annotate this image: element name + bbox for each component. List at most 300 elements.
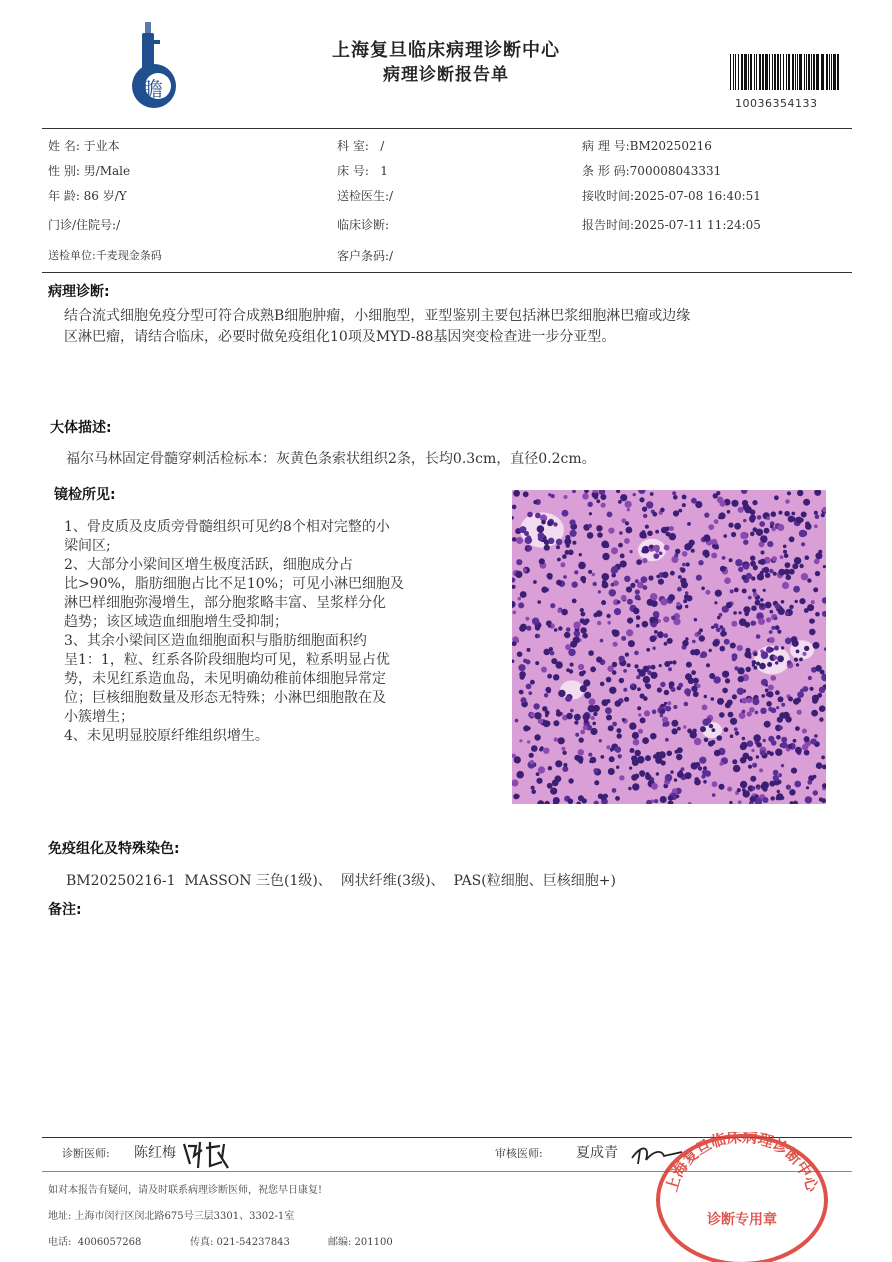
cell-nucleus (695, 501, 702, 508)
cell-nucleus (596, 525, 602, 531)
cell-nucleus (743, 563, 749, 569)
cell-nucleus (652, 512, 657, 517)
cell-nucleus (570, 641, 577, 648)
cell-nucleus (585, 618, 590, 623)
cell-nucleus (802, 744, 809, 751)
cell-nucleus (547, 783, 553, 789)
cell-nucleus (724, 639, 730, 645)
cell-nucleus (726, 602, 732, 608)
cell-nucleus (609, 589, 616, 596)
cell-nucleus (760, 708, 766, 714)
cell-nucleus (781, 600, 785, 604)
cell-nucleus (635, 589, 640, 594)
cell-nucleus (626, 629, 633, 636)
cell-nucleus (684, 688, 691, 695)
cell-nucleus (601, 503, 606, 508)
cell-nucleus (763, 589, 766, 592)
cell-nucleus (775, 661, 778, 664)
cell-nucleus (804, 646, 809, 651)
cell-nucleus (560, 562, 565, 567)
clinical-diagnosis: 临床诊断: (337, 218, 390, 232)
cell-nucleus (650, 492, 654, 496)
cell-nucleus (817, 693, 822, 698)
cell-nucleus (777, 780, 781, 784)
cell-nucleus (596, 499, 600, 503)
cell-nucleus (700, 726, 706, 732)
cell-nucleus (600, 755, 604, 759)
cell-nucleus (747, 740, 754, 747)
cell-nucleus (633, 739, 640, 746)
cell-nucleus (815, 571, 820, 576)
cell-nucleus (764, 721, 771, 728)
cell-nucleus (789, 605, 793, 609)
cell-nucleus (774, 646, 779, 651)
cell-nucleus (699, 757, 706, 764)
cell-nucleus (665, 774, 673, 782)
cell-nucleus (722, 556, 726, 560)
cell-nucleus (659, 751, 666, 758)
cell-nucleus (770, 610, 774, 614)
cell-nucleus (515, 571, 522, 578)
cell-nucleus (735, 731, 739, 735)
cell-nucleus (574, 570, 578, 574)
cell-nucleus (759, 521, 765, 527)
cell-nucleus (678, 575, 682, 579)
cell-nucleus (592, 722, 596, 726)
cell-nucleus (698, 766, 702, 770)
cell-nucleus (601, 600, 606, 605)
cell-nucleus (542, 706, 547, 711)
cell-nucleus (758, 618, 765, 625)
cell-nucleus (550, 788, 557, 795)
cell-nucleus (781, 737, 787, 743)
cell-nucleus (639, 770, 645, 776)
cell-nucleus (781, 646, 784, 649)
cell-nucleus (640, 717, 646, 723)
cell-nucleus (650, 672, 657, 679)
cell-nucleus (596, 610, 603, 617)
cell-nucleus (789, 789, 795, 795)
cell-nucleus (763, 797, 769, 803)
cell-nucleus (717, 497, 724, 504)
cell-nucleus (751, 576, 755, 580)
cell-nucleus (708, 524, 714, 530)
cell-nucleus (664, 690, 669, 695)
cell-nucleus (608, 528, 614, 534)
cell-nucleus (658, 619, 661, 622)
cell-nucleus (760, 750, 766, 756)
cell-nucleus (630, 550, 633, 553)
cell-nucleus (773, 775, 779, 781)
cell-nucleus (751, 749, 754, 752)
cell-nucleus (789, 536, 795, 542)
cell-nucleus (750, 532, 755, 537)
cell-nucleus (547, 520, 553, 526)
cell-nucleus (637, 706, 641, 710)
cell-nucleus (809, 629, 816, 636)
cell-nucleus (759, 768, 763, 772)
cell-nucleus (580, 608, 584, 612)
cell-nucleus (794, 658, 798, 662)
cell-nucleus (795, 747, 802, 754)
pathology-number: 病 理 号:BM20250216 (582, 139, 712, 153)
cell-nucleus (512, 779, 519, 786)
cell-nucleus (774, 495, 779, 500)
cell-nucleus (671, 616, 676, 621)
cell-nucleus (712, 793, 716, 797)
cell-nucleus (694, 618, 697, 621)
cell-nucleus (608, 768, 615, 775)
cell-nucleus (751, 786, 755, 790)
cell-nucleus (673, 510, 679, 516)
cell-nucleus (808, 676, 812, 680)
cell-nucleus (650, 593, 658, 601)
cell-nucleus (645, 683, 649, 687)
cell-nucleus (779, 726, 783, 730)
cell-nucleus (811, 738, 817, 744)
cell-nucleus (606, 614, 610, 618)
cell-nucleus (670, 770, 673, 773)
cell-nucleus (757, 515, 762, 520)
cell-nucleus (752, 589, 756, 593)
cell-nucleus (626, 586, 632, 592)
cell-nucleus (535, 513, 541, 519)
cell-nucleus (531, 786, 535, 790)
cell-nucleus (765, 689, 769, 693)
cell-nucleus (672, 660, 676, 664)
cell-nucleus (566, 668, 570, 672)
cell-nucleus (750, 556, 755, 561)
cell-nucleus (544, 693, 548, 697)
cell-nucleus (642, 534, 647, 539)
cell-nucleus (814, 559, 820, 565)
cell-nucleus (643, 676, 650, 683)
cell-nucleus (822, 765, 826, 770)
cell-nucleus (819, 717, 823, 721)
cell-nucleus (616, 766, 619, 769)
cell-nucleus (669, 533, 676, 540)
cell-nucleus (740, 743, 747, 750)
cell-nucleus (763, 567, 769, 573)
cell-nucleus (771, 740, 777, 746)
cell-nucleus (548, 766, 552, 770)
barcode-bar (792, 54, 794, 90)
cell-nucleus (741, 490, 747, 494)
cell-nucleus (783, 545, 787, 549)
cell-nucleus (627, 508, 630, 511)
cell-nucleus (802, 729, 807, 734)
cell-nucleus (624, 538, 630, 544)
cell-nucleus (561, 747, 565, 751)
cell-nucleus (582, 633, 588, 639)
cell-nucleus (742, 753, 749, 760)
cell-nucleus (678, 509, 682, 513)
cell-nucleus (578, 795, 584, 801)
cell-nucleus (588, 650, 594, 656)
cell-nucleus (693, 691, 699, 697)
cell-nucleus (793, 739, 797, 743)
ihc-text: BM20250216-1 MASSON 三色(1级)、 网状纤维(3级)、 PAS(粒细胞、巨核细胞+) (66, 873, 616, 889)
cell-nucleus (680, 568, 685, 573)
reviewing-doctor-name: 夏成青 (576, 1145, 618, 1161)
cell-nucleus (530, 712, 535, 717)
cell-nucleus (553, 720, 559, 726)
barcode-bar (765, 54, 768, 90)
cell-nucleus (687, 543, 693, 549)
cell-nucleus (734, 727, 738, 731)
barcode-bar (837, 54, 839, 90)
cell-nucleus (755, 794, 759, 798)
cell-nucleus (780, 555, 784, 559)
cell-nucleus (615, 796, 620, 801)
cell-nucleus (682, 503, 686, 507)
cell-nucleus (536, 772, 540, 776)
cell-nucleus (538, 766, 545, 773)
cell-nucleus (717, 698, 724, 705)
cell-nucleus (807, 578, 811, 582)
cell-nucleus (645, 774, 651, 780)
cell-nucleus (653, 553, 659, 559)
cell-nucleus (737, 688, 744, 695)
cell-nucleus (741, 698, 747, 704)
cell-nucleus (759, 663, 766, 670)
cell-nucleus (516, 771, 524, 779)
cell-nucleus (794, 557, 801, 564)
cell-nucleus (656, 772, 659, 775)
cell-nucleus (620, 554, 625, 559)
cell-nucleus (591, 716, 595, 720)
cell-nucleus (647, 531, 653, 537)
cell-nucleus (564, 632, 570, 638)
barcode-bar (754, 54, 755, 90)
customer-barcode: 客户条码:/ (337, 249, 394, 263)
cell-nucleus (570, 530, 577, 537)
cell-nucleus (600, 639, 604, 643)
cell-nucleus (565, 550, 570, 555)
cell-nucleus (776, 735, 781, 740)
cell-nucleus (760, 535, 767, 542)
cell-nucleus (657, 687, 662, 692)
cell-nucleus (766, 517, 770, 521)
cell-nucleus (794, 781, 801, 788)
cell-nucleus (819, 707, 822, 710)
cell-nucleus (760, 571, 764, 575)
micro-line: 4、未见明显胶原纤维组织增生。 (64, 728, 269, 744)
cell-nucleus (523, 491, 529, 497)
cell-nucleus (661, 760, 666, 765)
cell-nucleus (728, 712, 734, 718)
cell-nucleus (651, 665, 656, 670)
cell-nucleus (757, 786, 760, 789)
cell-nucleus (553, 674, 559, 680)
cell-nucleus (538, 532, 545, 539)
cell-nucleus (570, 663, 574, 667)
cell-nucleus (527, 740, 530, 743)
barcode-bar (730, 54, 731, 90)
cell-nucleus (643, 696, 648, 701)
cell-nucleus (799, 598, 805, 604)
cell-nucleus (512, 585, 516, 589)
barcode-bar (813, 54, 815, 90)
cell-nucleus (695, 777, 700, 782)
cell-nucleus (795, 600, 798, 603)
cell-nucleus (650, 733, 657, 740)
cell-nucleus (621, 595, 627, 601)
cell-nucleus (732, 657, 737, 662)
cell-nucleus (539, 748, 543, 752)
micro-line: 2、大部分小梁间区增生极度活跃，细胞成分占 (64, 557, 353, 573)
cell-nucleus (662, 723, 665, 726)
cell-nucleus (760, 559, 766, 565)
cell-nucleus (555, 760, 562, 767)
cell-nucleus (719, 762, 723, 766)
cell-nucleus (583, 713, 590, 720)
cell-nucleus (795, 726, 800, 731)
micro-line: 趋势；该区域造血细胞增生受抑制； (64, 614, 288, 630)
barcode-bar (772, 54, 773, 90)
cell-nucleus (714, 519, 719, 524)
cell-nucleus (642, 558, 647, 563)
cell-nucleus (580, 685, 587, 692)
cell-nucleus (655, 530, 659, 534)
cell-nucleus (636, 624, 640, 628)
cell-nucleus (618, 754, 622, 758)
cell-nucleus (631, 684, 635, 688)
cell-nucleus (674, 778, 677, 781)
cell-nucleus (615, 746, 621, 752)
cell-nucleus (541, 520, 546, 525)
cell-nucleus (564, 495, 568, 499)
cell-nucleus (563, 763, 567, 767)
cell-nucleus (611, 547, 618, 554)
cell-nucleus (611, 566, 618, 573)
cell-nucleus (605, 707, 612, 714)
micro-line: 梁间区; (64, 538, 111, 554)
cell-nucleus (776, 706, 779, 709)
cell-nucleus (537, 525, 545, 533)
cell-nucleus (584, 692, 591, 699)
cell-nucleus (631, 755, 637, 761)
cell-nucleus (731, 621, 737, 627)
cell-nucleus (584, 490, 589, 493)
cell-nucleus (680, 578, 686, 584)
cell-nucleus (695, 762, 700, 767)
patient-sex: 性 别: 男/Male (48, 164, 131, 178)
cell-nucleus (725, 678, 730, 683)
cell-nucleus (563, 575, 567, 579)
cell-nucleus (724, 577, 731, 584)
cell-nucleus (556, 539, 563, 546)
cell-nucleus (650, 636, 657, 643)
cell-nucleus (730, 734, 734, 738)
cell-nucleus (821, 756, 825, 760)
cell-nucleus (671, 687, 676, 692)
cell-nucleus (734, 523, 741, 530)
cell-nucleus (570, 709, 574, 713)
cell-nucleus (676, 602, 680, 606)
cell-nucleus (769, 630, 773, 634)
cell-nucleus (675, 750, 679, 754)
cell-nucleus (574, 721, 578, 725)
cell-nucleus (547, 674, 552, 679)
cell-nucleus (771, 626, 775, 630)
cell-nucleus (630, 583, 635, 588)
cell-nucleus (793, 698, 799, 704)
cell-nucleus (773, 656, 777, 660)
cell-nucleus (773, 572, 777, 576)
cell-nucleus (805, 796, 812, 803)
cell-nucleus (531, 745, 538, 752)
cell-nucleus (530, 680, 535, 685)
cell-nucleus (518, 664, 525, 671)
cell-nucleus (534, 712, 541, 719)
header-divider (42, 128, 852, 129)
cell-nucleus (519, 690, 524, 695)
cell-nucleus (804, 750, 810, 756)
barcode-bar (748, 54, 749, 90)
cell-nucleus (805, 521, 810, 526)
barcode-number: 10036354133 (735, 97, 818, 110)
cell-nucleus (633, 608, 640, 615)
cell-nucleus (685, 591, 689, 595)
barcode-bar (821, 54, 824, 90)
cell-nucleus (646, 501, 653, 508)
cell-nucleus (688, 802, 692, 804)
cell-nucleus (619, 775, 624, 780)
cell-nucleus (724, 727, 729, 732)
cell-nucleus (750, 796, 756, 802)
remarks-heading: 备注: (48, 902, 82, 918)
cell-nucleus (550, 603, 555, 608)
cell-nucleus (778, 773, 782, 777)
cell-nucleus (740, 781, 747, 788)
cell-nucleus (620, 494, 627, 501)
cell-nucleus (589, 512, 592, 515)
cell-nucleus (531, 790, 536, 795)
submitting-doctor: 送检医生:/ (337, 189, 394, 203)
cell-nucleus (598, 794, 603, 799)
cell-nucleus (568, 649, 575, 656)
cell-nucleus (626, 527, 633, 534)
cell-nucleus (516, 559, 522, 565)
cell-nucleus (807, 604, 814, 611)
cell-nucleus (785, 638, 792, 645)
cell-nucleus (801, 512, 807, 518)
cell-nucleus (782, 582, 789, 589)
cell-nucleus (823, 565, 826, 568)
cell-nucleus (634, 664, 638, 668)
barcode-bar (780, 54, 781, 90)
cell-nucleus (816, 762, 823, 769)
cell-nucleus (735, 559, 742, 566)
cell-nucleus (625, 501, 632, 508)
cell-nucleus (649, 617, 655, 623)
cell-nucleus (515, 719, 519, 723)
cell-nucleus (636, 559, 642, 565)
cell-nucleus (596, 657, 602, 663)
cell-nucleus (632, 732, 639, 739)
cell-nucleus (749, 707, 754, 712)
cell-nucleus (785, 716, 791, 722)
micro-line: 淋巴样细胞弥漫增生，部分胞浆略丰富、呈浆样分化 (64, 595, 386, 611)
cell-nucleus (587, 532, 594, 539)
cell-nucleus (781, 742, 787, 748)
received-time: 接收时间:2025-07-08 16:40:51 (582, 189, 761, 203)
cell-nucleus (580, 730, 585, 735)
cell-nucleus (788, 697, 793, 702)
cell-nucleus (711, 697, 715, 701)
cell-nucleus (521, 697, 527, 703)
